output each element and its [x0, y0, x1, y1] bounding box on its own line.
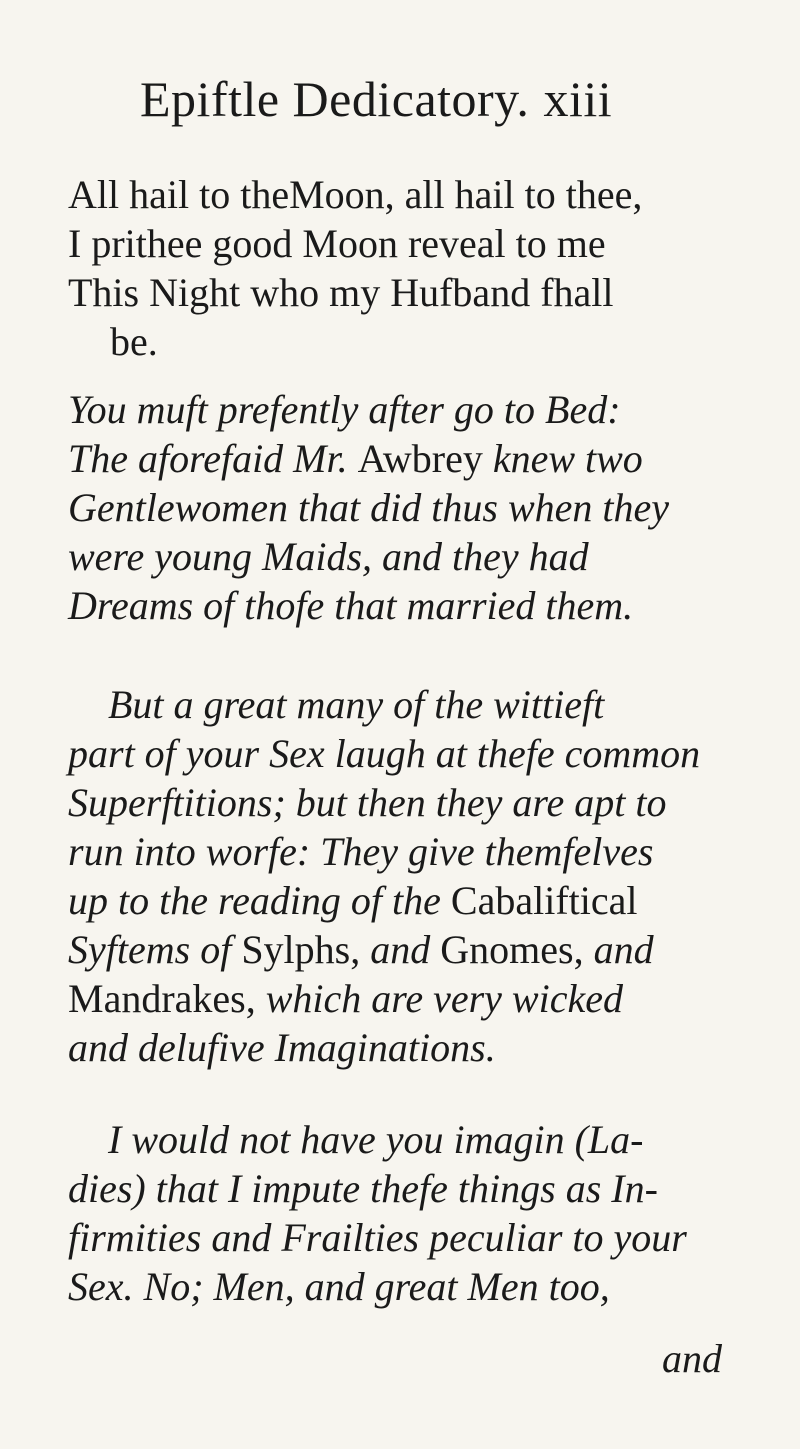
paragraph-1 — [68, 385, 768, 630]
text-span: knew two — [482, 436, 643, 481]
text-line: You muft prefently after go to Bed: — [68, 387, 621, 432]
text-line — [68, 974, 768, 1023]
text-line: But a great many of the wittieft — [108, 682, 605, 727]
header-title: Epiftle Dedicatory. — [140, 71, 530, 127]
text-line: firmities and Frailties peculiar to your — [68, 1215, 687, 1260]
text-line: Superftitions; but then they are apt to — [68, 780, 667, 825]
catchword: and — [662, 1336, 722, 1381]
text-line: Gentlewomen that did thus when they — [68, 485, 670, 530]
text-span: Syftems of — [68, 927, 242, 972]
text-line — [68, 876, 768, 925]
text-line: dies) that I impute thefe things as In- — [68, 1166, 658, 1211]
verse-line: be. — [110, 319, 158, 364]
text-line — [68, 434, 768, 483]
text-span: which are very wicked — [255, 976, 623, 1021]
text-line: Sex. No; Men, and great Men too, — [68, 1264, 610, 1309]
text-span-roman: Awbrey — [357, 436, 483, 481]
verse-block — [68, 170, 768, 366]
text-line: and delufive Imaginations. — [68, 1025, 496, 1070]
text-span-roman: Sylphs, — [241, 927, 361, 972]
text-span: and — [583, 927, 654, 972]
running-header — [140, 70, 760, 128]
text-line: Dreams of thofe that married them. — [68, 583, 634, 628]
text-span-roman: Mandrakes, — [68, 976, 256, 1021]
text-line: run into worfe: They give themfelves — [68, 829, 654, 874]
text-span-roman: Cabaliftical — [450, 878, 638, 923]
text-line: part of your Sex laugh at thefe common — [68, 731, 701, 776]
paragraph-3 — [68, 1115, 768, 1311]
text-span-roman: Gnomes, — [440, 927, 584, 972]
text-span: up to the reading of the — [68, 878, 451, 923]
verse-line: All hail to theMoon, all hail to thee, — [68, 172, 643, 217]
page-number: xiii — [543, 71, 613, 127]
verse-line: I prithee good Moon reveal to me — [68, 221, 606, 266]
text-line — [68, 925, 768, 974]
text-span: The aforefaid Mr. — [68, 436, 358, 481]
paragraph-2 — [68, 680, 768, 1072]
text-line: I would not have you imagin (La- — [108, 1117, 644, 1162]
verse-line: This Night who my Hufband fhall — [68, 270, 614, 315]
text-span: and — [360, 927, 441, 972]
text-line: were young Maids, and they had — [68, 534, 589, 579]
